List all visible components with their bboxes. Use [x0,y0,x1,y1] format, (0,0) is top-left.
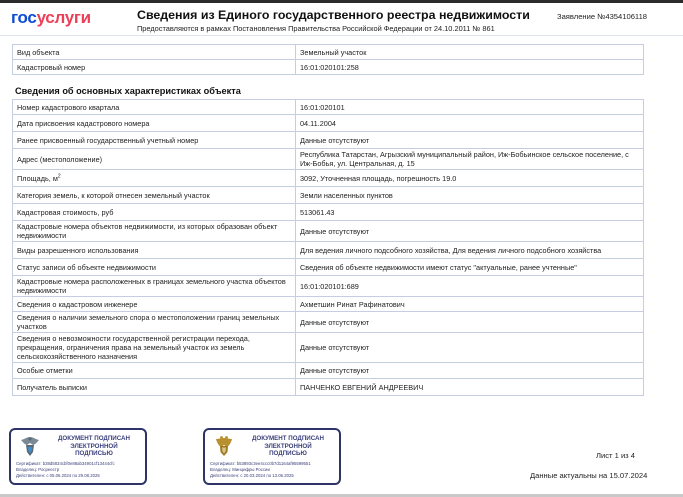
stamp-title [239,435,337,458]
application-number: Заявление №4354106118 [557,12,648,21]
stamp-title [45,435,143,458]
stamp-validity: Действителен: с 05.06.2024 по 29.08.2025 [16,472,100,478]
row-key: Кадастровые номера расположенных в границах земельного участка объектов недвижимости [13,276,296,297]
row-key: Категория земель, к которой отнесен земельный участок [13,187,296,204]
russia-coat-of-arms-icon [213,434,235,458]
document-header [0,3,683,36]
table-row [13,221,644,242]
table-row [13,170,644,187]
table-row [13,312,644,333]
gosuslugi-logo [11,8,91,28]
row-value: Ахметшин Ринат Рафинатович [296,297,644,312]
row-key [13,170,296,187]
row-key: Сведения о невозможности государственной регистрации перехода, прекращения, ограничения права на земельный участок из земель сельскохозяйственного назначения [13,333,296,363]
row-key: Получатель выписки [13,379,296,396]
row-value: 3092, Уточненная площадь, погрешность 19.0 [296,170,644,187]
row-key: Виды разрешенного использования [13,242,296,259]
table-row [13,297,644,312]
table-row [13,45,644,60]
area-unit-superscript: 2 [57,173,61,180]
row-key: Статус записи об объекте недвижимости [13,259,296,276]
stamp-owner: Владелец: Минцифры России [210,466,270,472]
row-value: 16:01:020101:258 [296,60,644,75]
row-value: 513061.43 [296,204,644,221]
stamp-certificate: Сертификат: b53893c3ee4ccc0b7d1164af95599551 [210,461,311,466]
row-key: Особые отметки [13,363,296,379]
row-value: Данные отсутствуют [296,312,644,333]
row-key: Сведения о кадастровом инженере [13,297,296,312]
row-value: Республика Татарстан, Агрызский муниципальный район, Иж-Бобьинское сельское поселение, с Иж-Бобья, ул. Центральная, д. 15 [296,149,644,170]
row-key: Кадастровая стоимость, руб [13,204,296,221]
rosreestr-eagle-icon [19,434,41,458]
row-value: Данные отсутствуют [296,221,644,242]
stamp-title-line: ЭЛЕКТРОННОЙ [264,442,312,450]
area-label: Площадь, м [17,173,58,183]
table-row [13,363,644,379]
object-table [12,44,644,75]
table-row [13,115,644,132]
table-row [13,132,644,149]
section-title: Сведения об основных характеристиках объекта [15,86,241,96]
stamp-title-line: ПОДПИСЬЮ [269,450,307,458]
table-row [13,379,644,396]
e-signature-stamp-rosreestr [9,428,147,485]
row-key: Вид объекта [13,45,296,60]
characteristics-table [12,99,644,396]
data-actual-date: Данные актуальны на 15.07.2024 [530,471,648,480]
row-value: Данные отсутствуют [296,363,644,379]
stamp-meta [16,461,115,478]
row-key: Номер кадастрового квартала [13,100,296,115]
row-value: 04.11.2004 [296,115,644,132]
row-value: Данные отсутствуют [296,333,644,363]
row-key: Кадастровый номер [13,60,296,75]
row-value: Для ведения личного подсобного хозяйства, Для ведения личного подсобного хозяйства [296,242,644,259]
table-row [13,60,644,75]
row-value: 16:01:020101:689 [296,276,644,297]
table-row [13,100,644,115]
row-value: Земли населенных пунктов [296,187,644,204]
table-row [13,242,644,259]
row-value: Сведения об объекте недвижимости имеют статус "актуальные, ранее учтенные" [296,259,644,276]
row-key: Сведения о наличии земельного спора о местоположении границ земельных участков [13,312,296,333]
table-row [13,149,644,170]
table-row [13,333,644,363]
row-key: Адрес (местоположение) [13,149,296,170]
document-subtitle: Предоставляются в рамках Постановления Правительства Российской Федерации от 24.10.2011 № 861 [137,24,495,33]
row-key: Кадастровые номера объектов недвижимости, из которых образован объект недвижимости [13,221,296,242]
table-row [13,259,644,276]
stamp-title-line: ДОКУМЕНТ ПОДПИСАН [252,435,324,442]
stamp-owner: Владелец: Росреестр [16,466,60,472]
row-value: 16:01:020101 [296,100,644,115]
row-value: ПАНЧЕНКО ЕВГЕНИЙ АНДРЕЕВИЧ [296,379,644,396]
stamp-meta [210,461,311,478]
row-value: Данные отсутствуют [296,132,644,149]
sheet-number: Лист 1 из 4 [596,451,635,460]
stamp-title-line: ПОДПИСЬЮ [75,450,113,458]
document-title: Сведения из Единого государственного реестра недвижимости [137,8,530,22]
logo-part-gos: гос [11,8,37,27]
row-key: Дата присвоения кадастрового номера [13,115,296,132]
stamp-validity: Действителен: с 20.03.2024 по 13.06.2025 [210,472,294,478]
table-row [13,187,644,204]
row-key: Ранее присвоенный государственный учетный номер [13,132,296,149]
stamp-title-line: ЭЛЕКТРОННОЙ [70,442,118,450]
e-signature-stamp-mintsifry [203,428,341,485]
row-value: Земельный участок [296,45,644,60]
table-row [13,204,644,221]
table-row [13,276,644,297]
logo-part-uslugi: услуги [36,8,91,27]
stamp-title-line: ДОКУМЕНТ ПОДПИСАН [58,435,130,442]
stamp-certificate: Сертификат: b38d5834cbf0e88ab34901cf13444cfc [16,461,115,466]
